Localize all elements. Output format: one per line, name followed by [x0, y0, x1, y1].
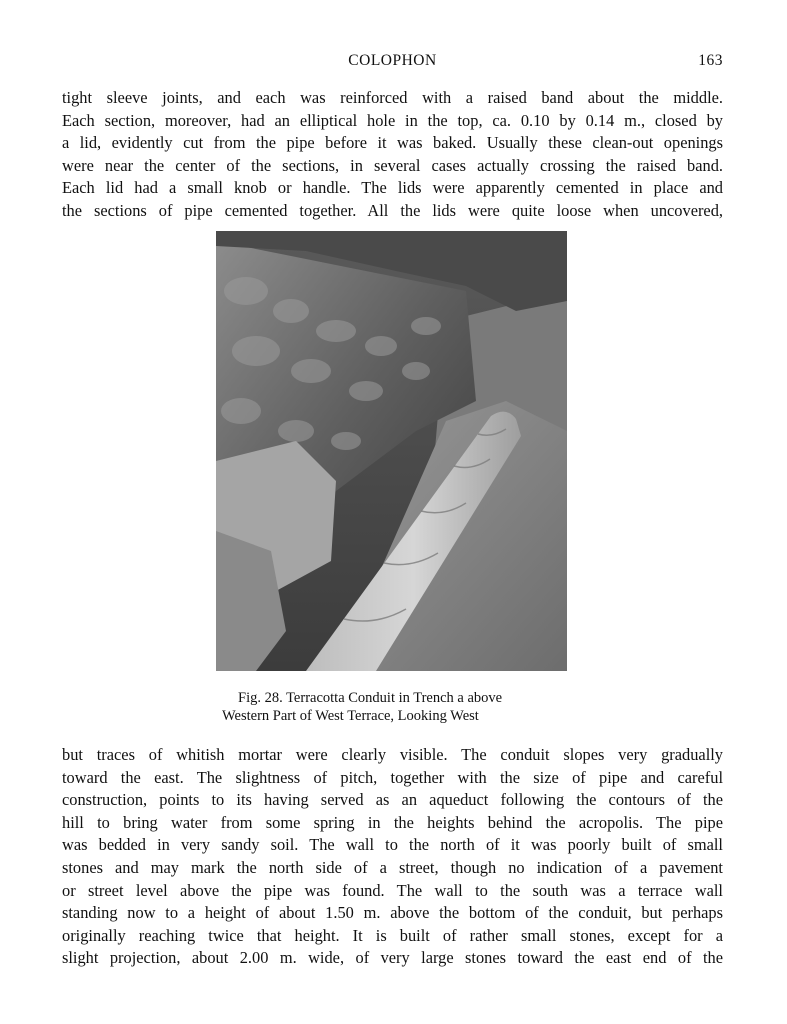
photo-illustration	[216, 231, 567, 671]
text-line: originally reaching twice that height. It is built of rather small stones, except for a	[62, 925, 723, 945]
caption-line: Fig. 28. Terracotta Conduit in Trench a above	[238, 690, 503, 706]
text-line: or street level above the pipe was found. The wall to the south was a terrace wall	[62, 880, 723, 900]
running-title: COLOPHON	[348, 52, 437, 69]
figure-caption	[200, 689, 590, 725]
text-line: but traces of whitish mortar were clearly visible. The conduit slopes very gradually	[62, 745, 723, 764]
text-line: Each lid had a small knob or handle. The lids were apparently cemented in place and	[62, 178, 723, 198]
text-line: hill to bring water from some spring in the heights behind the acropolis. The pipe	[62, 812, 723, 832]
figure-photo-terracotta-conduit	[216, 231, 567, 671]
caption-line: Western Part of West Terrace, Looking West	[222, 708, 479, 724]
top-paragraph	[62, 87, 723, 223]
bottom-paragraph	[62, 744, 723, 970]
page-number: 163	[698, 52, 723, 69]
text-line: a lid, evidently cut from the pipe before it was baked. Usually these clean-out openings	[62, 133, 723, 153]
text-line: standing now to a height of about 1.50 m. above the bottom of the conduit, but perhaps	[62, 903, 723, 923]
text-line: was bedded in very sandy soil. The wall to the north of it was poorly built of small	[62, 835, 723, 855]
text-line: were near the center of the sections, in several cases actually crossing the raised band.	[62, 155, 723, 175]
text-line: stones and may mark the north side of a street, though no indication of a pavement	[62, 857, 723, 877]
text-line: toward the east. The slightness of pitch, together with the size of pipe and careful	[62, 767, 723, 787]
text-line: slight projection, about 2.00 m. wide, of very large stones toward the east end of the	[62, 948, 723, 968]
text-line: construction, points to its having served as an aqueduct following the contours of the	[62, 790, 723, 810]
text-line: tight sleeve joints, and each was reinforced with a raised band about the middle.	[62, 88, 723, 107]
running-header	[62, 52, 723, 74]
text-line: the sections of pipe cemented together. All the lids were quite loose when uncovered,	[62, 200, 723, 220]
text-line: Each section, moreover, had an elliptical hole in the top, ca. 0.10 by 0.14 m., closed by	[62, 110, 723, 130]
